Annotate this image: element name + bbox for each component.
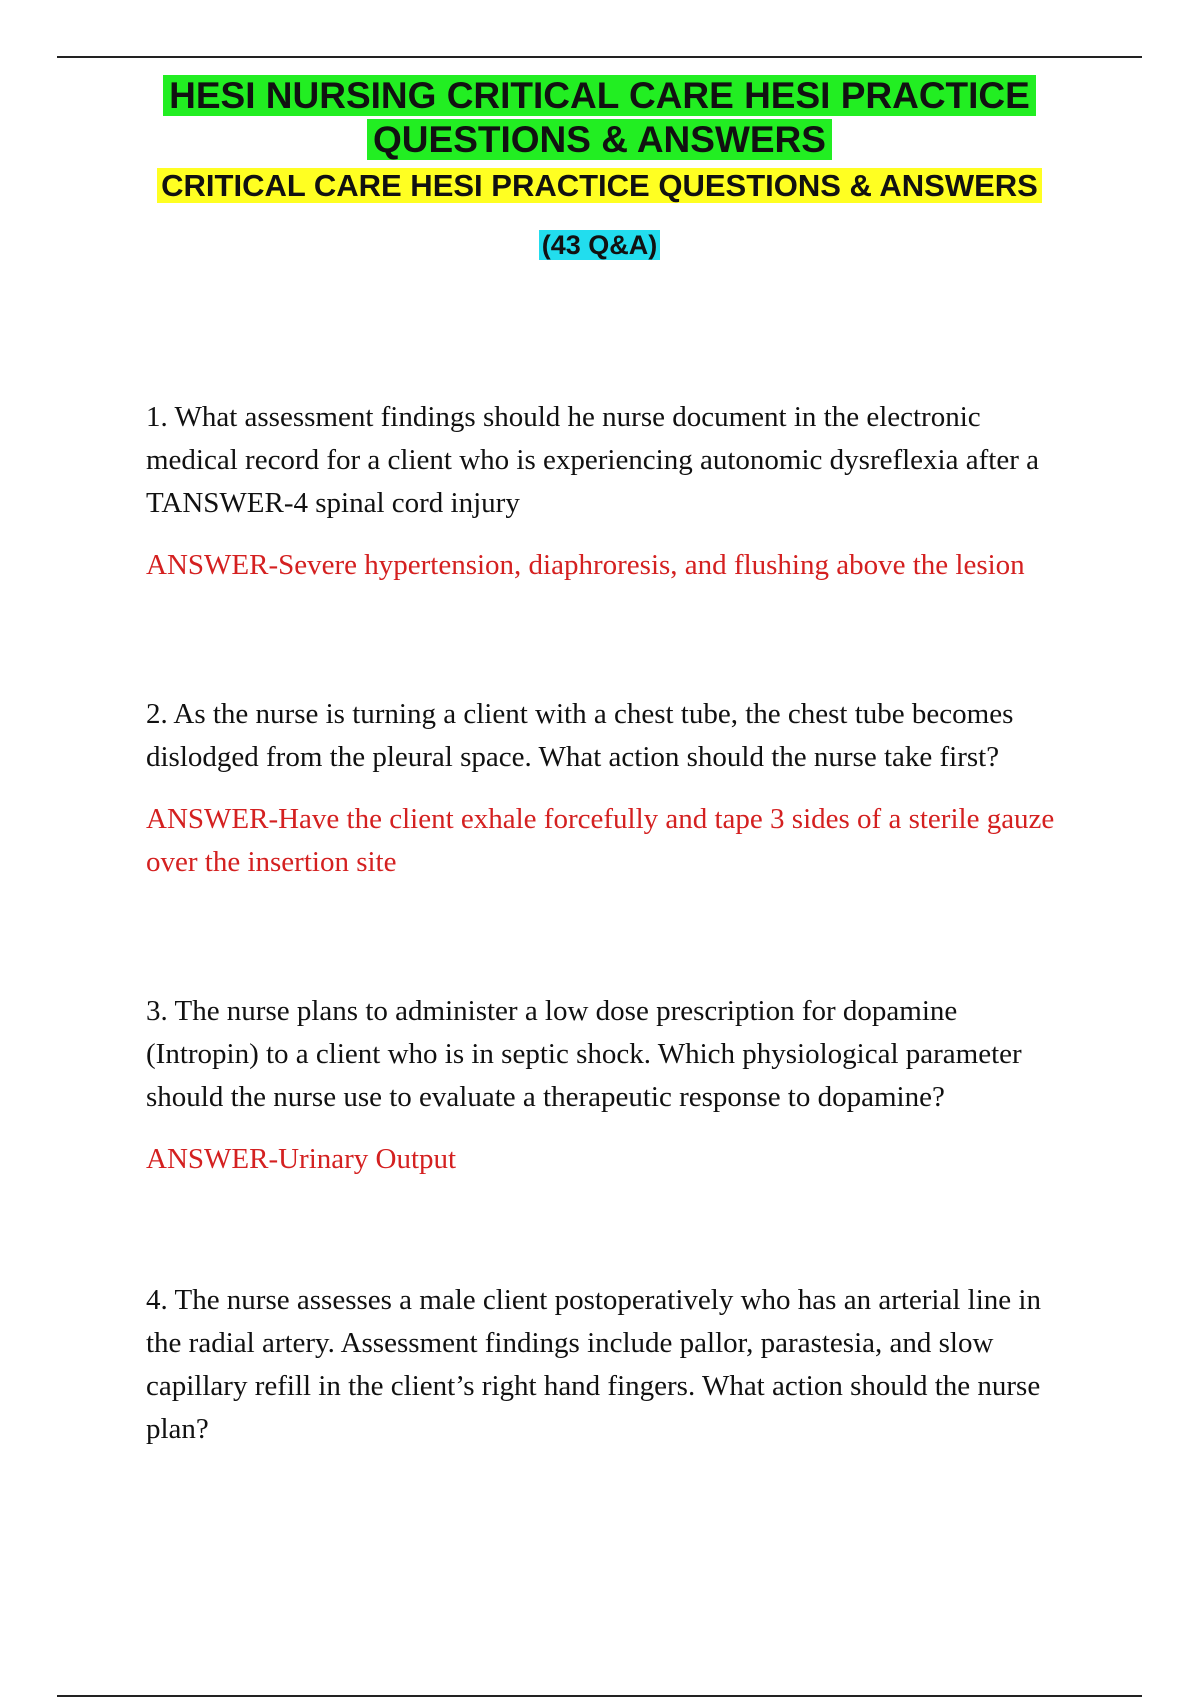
bottom-rule (57, 1695, 1142, 1697)
question-text: 3. The nurse plans to administer a low dose prescription for dopamine (Intropin) to a client who is in septic shock. Which physiological parameter should the nurse use to evaluate a therapeutic response to dopamine? (146, 995, 1022, 1113)
main-title: HESI NURSING CRITICAL CARE HESI PRACTICE QUESTIONS & ANSWERS (163, 75, 1036, 160)
question-count: (43 Q&A) (539, 230, 661, 260)
question-count-block (57, 227, 1142, 263)
subtitle-block (57, 164, 1142, 207)
question-text: 2. As the nurse is turning a client with a chest tube, the chest tube becomes dislodged from the pleural space. What action should the nurse take first? (146, 698, 1014, 773)
question-text: 4. The nurse assesses a male client postoperatively who has an arterial line in the radial artery. Assessment findings include pallor, parastesia, and slow capillary refill in the client’s right hand fingers. What action should the nurse plan? (146, 1284, 1041, 1445)
answer-text: ANSWER-Severe hypertension, diaphroresis, and flushing above the lesion (146, 549, 1025, 581)
qa-item-4 (146, 1279, 1066, 1451)
main-title-block (57, 74, 1142, 162)
top-rule (57, 56, 1142, 58)
qa-item-1 (146, 396, 1066, 587)
answer-text: ANSWER-Have the client exhale forcefully and tape 3 sides of a sterile gauze over the insertion site (146, 803, 1055, 878)
question-text: 1. What assessment findings should he nurse document in the electronic medical record for a client who is experiencing autonomic dysreflexia after a TANSWER-4 spinal cord injury (146, 401, 1039, 519)
qa-item-2 (146, 693, 1066, 884)
answer-text: ANSWER-Urinary Output (146, 1143, 457, 1175)
qa-list (146, 396, 1066, 1451)
subtitle: CRITICAL CARE HESI PRACTICE QUESTIONS & ANSWERS (157, 168, 1042, 203)
document-header (57, 74, 1142, 263)
qa-item-3 (146, 990, 1066, 1181)
